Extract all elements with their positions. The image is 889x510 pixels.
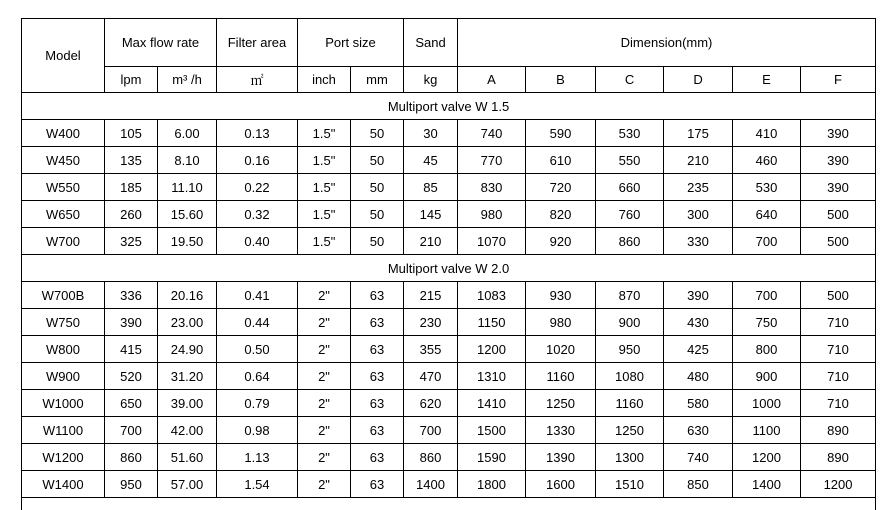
unit-inch: inch [298,67,351,93]
table-cell: 1310 [458,363,526,390]
header-filter-area: Filter area [217,19,298,67]
table-cell: 1510 [596,471,664,498]
table-cell: 425 [664,336,733,363]
table-cell: 19.50 [158,228,217,255]
table-cell: 6.00 [158,120,217,147]
table-cell: 1080 [596,363,664,390]
table-cell: 460 [733,147,801,174]
table-cell: 390 [801,147,876,174]
table-cell: 550 [596,147,664,174]
table-cell: 330 [664,228,733,255]
trailing-cell [22,498,876,510]
table-cell: 1250 [596,417,664,444]
table-cell: 1000 [733,390,801,417]
table-cell: 0.13 [217,120,298,147]
table-row [22,147,876,174]
table-cell: 0.98 [217,417,298,444]
table-cell: 50 [351,120,404,147]
table-cell: 1160 [526,363,596,390]
table-cell: 1400 [404,471,458,498]
table-cell: 50 [351,147,404,174]
table-cell: 2" [298,390,351,417]
table-cell: 500 [801,228,876,255]
header-max-flow-rate: Max flow rate [105,19,217,67]
dim-f: F [801,67,876,93]
table-cell: 260 [105,201,158,228]
table-cell: 980 [458,201,526,228]
table-cell: 20.16 [158,282,217,309]
table-cell: 700 [105,417,158,444]
table-row [22,120,876,147]
section-title: Multiport valve W 1.5 [22,93,876,120]
table-cell: 890 [801,444,876,471]
table-cell: 63 [351,444,404,471]
model-cell: W1000 [22,390,105,417]
table-cell: 0.22 [217,174,298,201]
table-cell: 1.5" [298,147,351,174]
table-row [22,471,876,498]
table-cell: 85 [404,174,458,201]
table-row [22,363,876,390]
model-cell: W1400 [22,471,105,498]
table-cell: 900 [733,363,801,390]
table-cell: 950 [105,471,158,498]
table-cell: 410 [733,120,801,147]
table-cell: 1020 [526,336,596,363]
table-cell: 1200 [733,444,801,471]
table-cell: 1.13 [217,444,298,471]
unit-kg: kg [404,67,458,93]
table-cell: 2" [298,282,351,309]
table-cell: 430 [664,309,733,336]
table-cell: 175 [664,120,733,147]
table-cell: 63 [351,363,404,390]
table-cell: 1.5" [298,201,351,228]
table-cell: 860 [105,444,158,471]
table-cell: 300 [664,201,733,228]
table-cell: 470 [404,363,458,390]
table-row [22,201,876,228]
table-cell: 39.00 [158,390,217,417]
table-cell: 63 [351,390,404,417]
table-cell: 45 [404,147,458,174]
header-dimension: Dimension(mm) [458,19,876,67]
table-cell: 860 [596,228,664,255]
table-cell: 1330 [526,417,596,444]
table-cell: 50 [351,228,404,255]
table-cell: 235 [664,174,733,201]
table-cell: 700 [733,228,801,255]
dim-b: B [526,67,596,93]
table-cell: 23.00 [158,309,217,336]
table-cell: 710 [801,390,876,417]
table-cell: 890 [801,417,876,444]
table-cell: 1160 [596,390,664,417]
model-cell: W450 [22,147,105,174]
table-cell: 210 [664,147,733,174]
table-cell: 145 [404,201,458,228]
table-cell: 210 [404,228,458,255]
dim-a: A [458,67,526,93]
table-cell: 0.41 [217,282,298,309]
table-cell: 31.20 [158,363,217,390]
table-cell: 480 [664,363,733,390]
table-cell: 230 [404,309,458,336]
table-cell: 750 [733,309,801,336]
table-cell: 30 [404,120,458,147]
table-cell: 530 [733,174,801,201]
table-cell: 650 [105,390,158,417]
table-cell: 2" [298,444,351,471]
table-cell: 24.90 [158,336,217,363]
table-cell: 390 [801,174,876,201]
table-cell: 1410 [458,390,526,417]
unit-mm: mm [351,67,404,93]
table-row [22,336,876,363]
header-port-size: Port size [298,19,404,67]
table-cell: 1.5" [298,228,351,255]
header-model: Model [22,19,105,93]
table-cell: 390 [801,120,876,147]
table-cell: 1083 [458,282,526,309]
table-cell: 870 [596,282,664,309]
table-cell: 1800 [458,471,526,498]
section-row [22,255,876,282]
dim-e: E [733,67,801,93]
table-cell: 710 [801,309,876,336]
table-cell: 1150 [458,309,526,336]
table-cell: 710 [801,363,876,390]
table-cell: 0.50 [217,336,298,363]
table-cell: 51.60 [158,444,217,471]
table-cell: 105 [105,120,158,147]
table-cell: 740 [664,444,733,471]
table-cell: 0.32 [217,201,298,228]
section-row [22,93,876,120]
table-cell: 950 [596,336,664,363]
table-cell: 930 [526,282,596,309]
table-cell: 900 [596,309,664,336]
table-cell: 1590 [458,444,526,471]
header-row [22,19,876,67]
table-cell: 42.00 [158,417,217,444]
table-cell: 8.10 [158,147,217,174]
table-cell: 630 [664,417,733,444]
table-cell: 63 [351,309,404,336]
table-cell: 1.5" [298,174,351,201]
table-cell: 1200 [801,471,876,498]
table-cell: 1390 [526,444,596,471]
table-row [22,228,876,255]
table-cell: 2" [298,471,351,498]
table-cell: 2" [298,309,351,336]
table-cell: 860 [404,444,458,471]
table-row [22,444,876,471]
table-cell: 0.40 [217,228,298,255]
unit-m2: ㎡ [217,67,298,93]
trailing-row [22,498,876,510]
table-cell: 63 [351,336,404,363]
table-cell: 2" [298,417,351,444]
table-cell: 1070 [458,228,526,255]
table-cell: 185 [105,174,158,201]
table-cell: 660 [596,174,664,201]
table-cell: 390 [664,282,733,309]
table-cell: 63 [351,282,404,309]
table-cell: 63 [351,471,404,498]
table-cell: 0.16 [217,147,298,174]
table-cell: 215 [404,282,458,309]
table-cell: 520 [105,363,158,390]
table-cell: 760 [596,201,664,228]
units-row [22,67,876,93]
header-sand: Sand [404,19,458,67]
table-cell: 336 [105,282,158,309]
dim-c: C [596,67,664,93]
dim-d: D [664,67,733,93]
table-cell: 0.64 [217,363,298,390]
unit-m3h: m³ /h [158,67,217,93]
table-cell: 1500 [458,417,526,444]
model-cell: W900 [22,363,105,390]
table-cell: 640 [733,201,801,228]
table-cell: 1.54 [217,471,298,498]
table-cell: 390 [105,309,158,336]
table-cell: 590 [526,120,596,147]
table-cell: 11.10 [158,174,217,201]
table-cell: 50 [351,174,404,201]
table-cell: 1.5" [298,120,351,147]
table-cell: 135 [105,147,158,174]
table-cell: 850 [664,471,733,498]
model-cell: W400 [22,120,105,147]
table-row [22,282,876,309]
table-cell: 740 [458,120,526,147]
table-row [22,174,876,201]
table-cell: 830 [458,174,526,201]
model-cell: W700 [22,228,105,255]
table-cell: 0.79 [217,390,298,417]
table-cell: 920 [526,228,596,255]
table-cell: 1250 [526,390,596,417]
table-cell: 325 [105,228,158,255]
table-cell: 800 [733,336,801,363]
unit-lpm: lpm [105,67,158,93]
table-cell: 530 [596,120,664,147]
table-cell: 1200 [458,336,526,363]
table-cell: 610 [526,147,596,174]
model-cell: W1100 [22,417,105,444]
section-title: Multiport valve W 2.0 [22,255,876,282]
table-cell: 500 [801,282,876,309]
table-cell: 2" [298,336,351,363]
table-cell: 1400 [733,471,801,498]
table-row [22,390,876,417]
table-cell: 980 [526,309,596,336]
table-cell: 63 [351,417,404,444]
table-cell: 700 [404,417,458,444]
model-cell: W800 [22,336,105,363]
table-cell: 2" [298,363,351,390]
table-cell: 770 [458,147,526,174]
table-cell: 720 [526,174,596,201]
table-cell: 0.44 [217,309,298,336]
table-cell: 1100 [733,417,801,444]
table-cell: 700 [733,282,801,309]
table-cell: 15.60 [158,201,217,228]
table-cell: 415 [105,336,158,363]
table-row [22,309,876,336]
table-cell: 50 [351,201,404,228]
model-cell: W750 [22,309,105,336]
table-cell: 820 [526,201,596,228]
table-cell: 500 [801,201,876,228]
model-cell: W550 [22,174,105,201]
model-cell: W700B [22,282,105,309]
table-cell: 580 [664,390,733,417]
table-cell: 1600 [526,471,596,498]
table-cell: 1300 [596,444,664,471]
table-cell: 710 [801,336,876,363]
model-cell: W650 [22,201,105,228]
table-cell: 355 [404,336,458,363]
table-cell: 620 [404,390,458,417]
table-row [22,417,876,444]
model-cell: W1200 [22,444,105,471]
spec-table [21,18,876,510]
table-cell: 57.00 [158,471,217,498]
